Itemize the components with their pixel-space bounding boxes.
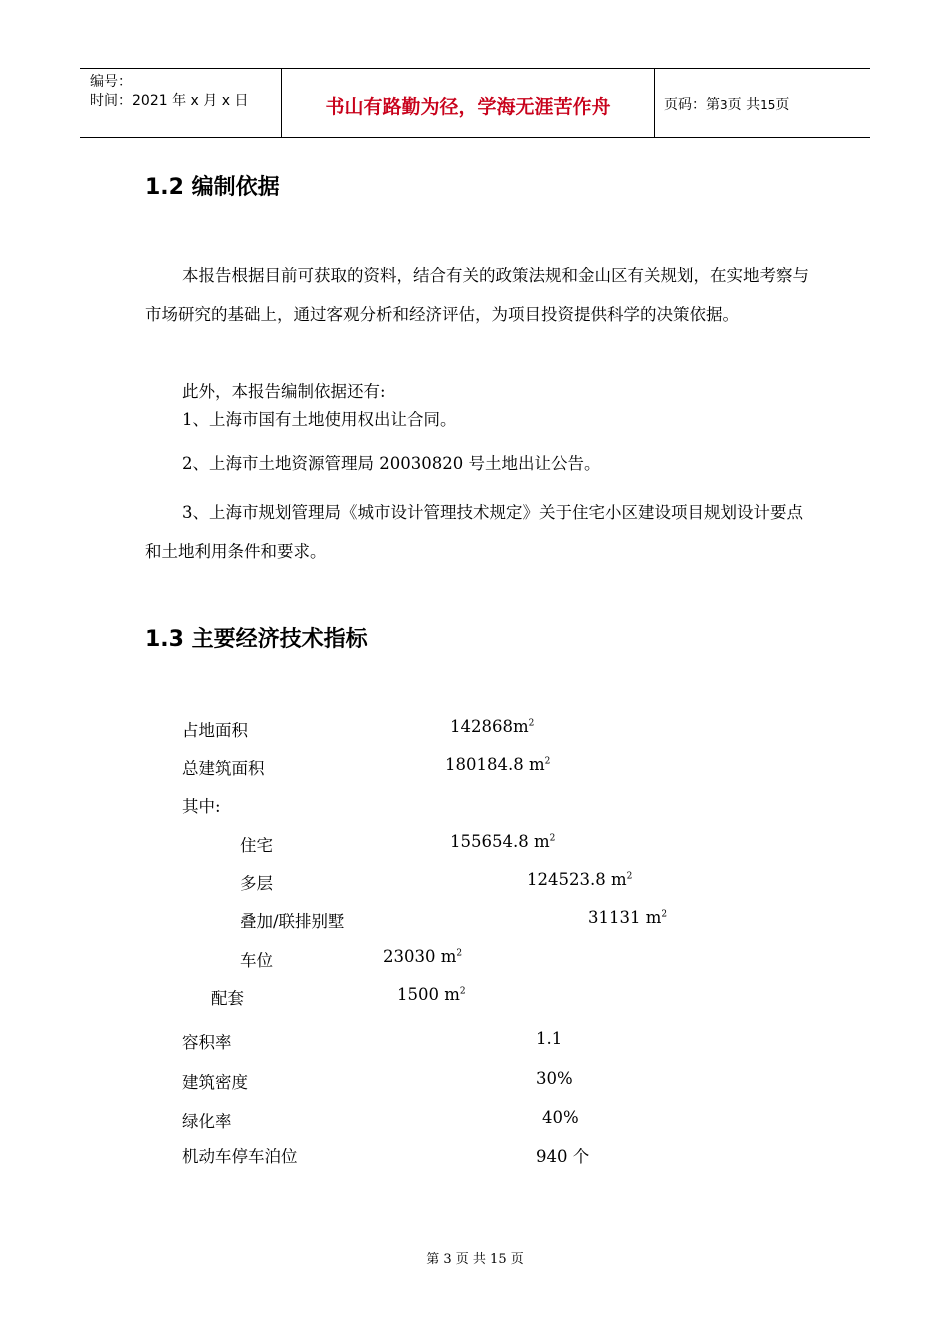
indicator-label: 绿化率 — [182, 1112, 232, 1131]
list-item-text: 3、上海市规划管理局《城市设计管理技术规定》关于住宅小区建设项目规划设计要点和土地利用条件和要求。 — [145, 503, 803, 561]
document-number-label: 编号： — [90, 74, 132, 90]
indicator-value: 940 个 — [536, 1147, 590, 1166]
header-meta — [90, 73, 248, 111]
indicator-label: 叠加/联排别墅 — [240, 912, 345, 931]
page-total: 15 — [760, 98, 776, 112]
paragraph-additional: 此外，本报告编制依据还有: — [182, 382, 386, 401]
indicator-value: 40% — [542, 1108, 579, 1127]
section-heading-1-2: 1.2 编制依据 — [145, 175, 280, 200]
paragraph-basis-text: 本报告根据目前可获取的资料，结合有关的政策法规和金山区有关规划，在实地考察与市场研究的基础上，通过客观分析和经济评估，为项目投资提供科学的决策依据。 — [145, 266, 809, 324]
document-date-label: 时间：2021 年 x 月 x 日 — [90, 93, 249, 109]
indicator-label: 总建筑面积 — [182, 759, 265, 778]
indicator-value: 30% — [536, 1069, 573, 1088]
paragraph-basis — [145, 256, 810, 334]
indicator-value: 1500 $m^2$ — [397, 985, 466, 1004]
section-heading-1-3: 1.3 主要经济技术指标 — [145, 627, 368, 652]
indicator-value: 155654.8 $m^2$ — [450, 832, 556, 851]
header-page-number — [664, 94, 789, 114]
page-middle: 页 共 — [727, 97, 761, 113]
indicator-value: 180184.8 $m^2$ — [445, 755, 551, 774]
header-divider — [654, 69, 655, 137]
page-current: 3 — [720, 98, 728, 112]
page-prefix: 页码：第 — [664, 97, 720, 113]
indicator-label: 占地面积 — [182, 721, 248, 740]
indicator-label: 机动车停车泊位 — [182, 1147, 298, 1166]
indicator-label: 多层 — [240, 874, 273, 893]
indicator-value: 31131 $m^2$ — [588, 908, 668, 927]
page-footer: 第 3 页 共 15 页 — [426, 1252, 524, 1267]
indicator-label: 建筑密度 — [182, 1073, 248, 1092]
list-item — [145, 493, 810, 571]
list-item: 1、上海市国有土地使用权出让合同。 — [182, 410, 457, 429]
indicator-label: 车位 — [240, 951, 273, 970]
indicator-value: 1.1 — [536, 1029, 563, 1048]
indicator-value: 124523.8 $m^2$ — [527, 870, 633, 889]
indicator-value: $142868m^2$ — [450, 717, 535, 736]
header-motto: 书山有路勤为径，学海无涯苦作舟 — [325, 96, 611, 118]
list-item: 2、上海市土地资源管理局 20030820 号土地出让公告。 — [182, 454, 601, 473]
indicator-label: 住宅 — [240, 836, 273, 855]
indicator-label: 配套 — [211, 989, 244, 1008]
page-suffix: 页 — [775, 97, 790, 113]
indicator-value: 23030 $m^2$ — [383, 947, 463, 966]
page-header — [80, 68, 870, 138]
indicator-label: 其中: — [182, 797, 221, 816]
indicator-label: 容积率 — [182, 1033, 232, 1052]
